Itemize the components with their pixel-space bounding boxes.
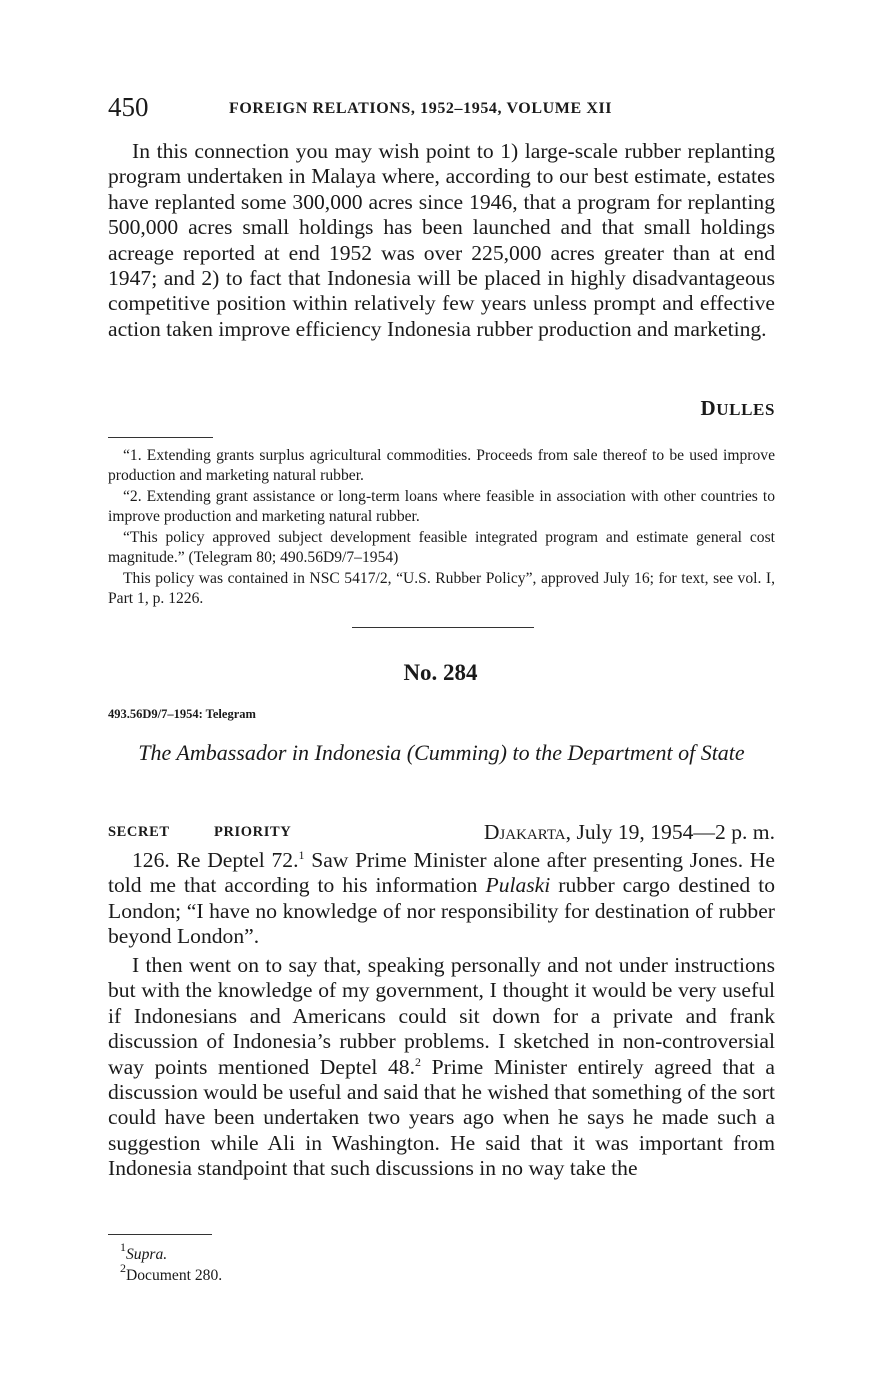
precedence: PRIORITY bbox=[214, 824, 292, 840]
footnote-2: $^2$Document 280. bbox=[120, 1260, 223, 1284]
footnote-paragraph: “This policy approved subject development feasible integrated program and estimate general cost magnitude.” (Telegram 80; 490.56D9/7–1954) bbox=[108, 529, 775, 566]
file-reference: 493.56D9/7–1954: Telegram bbox=[108, 707, 256, 721]
page-header bbox=[108, 92, 778, 124]
place: Djakarta bbox=[483, 820, 566, 844]
page-footnotes bbox=[120, 1240, 223, 1286]
footnote-continuation bbox=[108, 446, 775, 610]
footnote-paragraph: This policy was contained in NSC 5417/2, “U.S. Rubber Policy”, approved July 16; for text, see vol. I, Part 1, p. 1226. bbox=[108, 570, 775, 607]
telegram-paragraph-1: 126. Re Deptel 72.$^1$ Saw Prime Minister alone after presenting Jones. He told me that according to his information Pulaski rubber cargo destined to London; “I have no knowledge of nor responsibility for destination of rubber beyond London”. bbox=[108, 848, 775, 949]
place-date bbox=[484, 820, 775, 845]
signature: DULLES bbox=[700, 396, 775, 420]
running-head: FOREIGN RELATIONS, 1952–1954, VOLUME XII bbox=[229, 100, 613, 117]
footnote-ref-2: 2 bbox=[415, 1054, 421, 1069]
telegram-paragraph-2: I then went on to say that, speaking personally and not under instructions but with the knowledge of my government, I thought it would be very useful if Indonesians and Americans could sit down for a private and frank discussion of Indonesia’s rubber problems. I sketched in non-controversial way points mentioned Deptel 48.$^2$ Prime Minister entirely agreed that a discussion would be useful and said that he wished that something of the sort could have been undertaken two years ago when he says he made such a suggestion while Ali in Washington. He said that it was important from Indonesia standpoint that such discussions in no way take the bbox=[108, 953, 775, 1181]
closing-paragraph: In this connection you may wish point to 1) large-scale rubber replanting program undertaken in Malaya where, according to our best estimate, estates have replanted some 300,000 acres since 1946, that a program for replanting 500,000 acres small holdings has been launched and that small holdings acreage reported at end 1952 was over 225,000 acres greater than at end 1947; and 2) to fact that Indonesia will be placed in highly disadvantageous competitive position within relatively few years unless prompt and effective action taken improve efficiency Indonesia rubber production and marketing. bbox=[108, 139, 775, 341]
footnote-paragraph: “2. Extending grant assistance or long-term loans where feasible in association with other countries to improve production and marketing natural rubber. bbox=[108, 488, 775, 525]
document-number: No. 284 bbox=[403, 660, 478, 685]
footnote-paragraph: “1. Extending grants surplus agricultural commodities. Proceeds from sale thereof to be used improve production and marketing natural rubber. bbox=[108, 447, 775, 484]
document-title: The Ambassador in Indonesia (Cumming) to the Department of State bbox=[138, 740, 745, 765]
footnote-1: $^1$Supra. bbox=[120, 1240, 168, 1263]
page-number: 450 bbox=[108, 92, 149, 122]
page-footnote-separator bbox=[108, 1234, 212, 1235]
dateline bbox=[108, 820, 775, 846]
classification: SECRET bbox=[108, 824, 170, 840]
document-divider bbox=[352, 627, 534, 628]
ship-name: Pulaski bbox=[485, 873, 551, 898]
footnote-separator bbox=[108, 437, 213, 438]
footnote-ref-1: 1 bbox=[298, 848, 305, 862]
date: , July 19, 1954—2 p. m. bbox=[565, 820, 775, 844]
